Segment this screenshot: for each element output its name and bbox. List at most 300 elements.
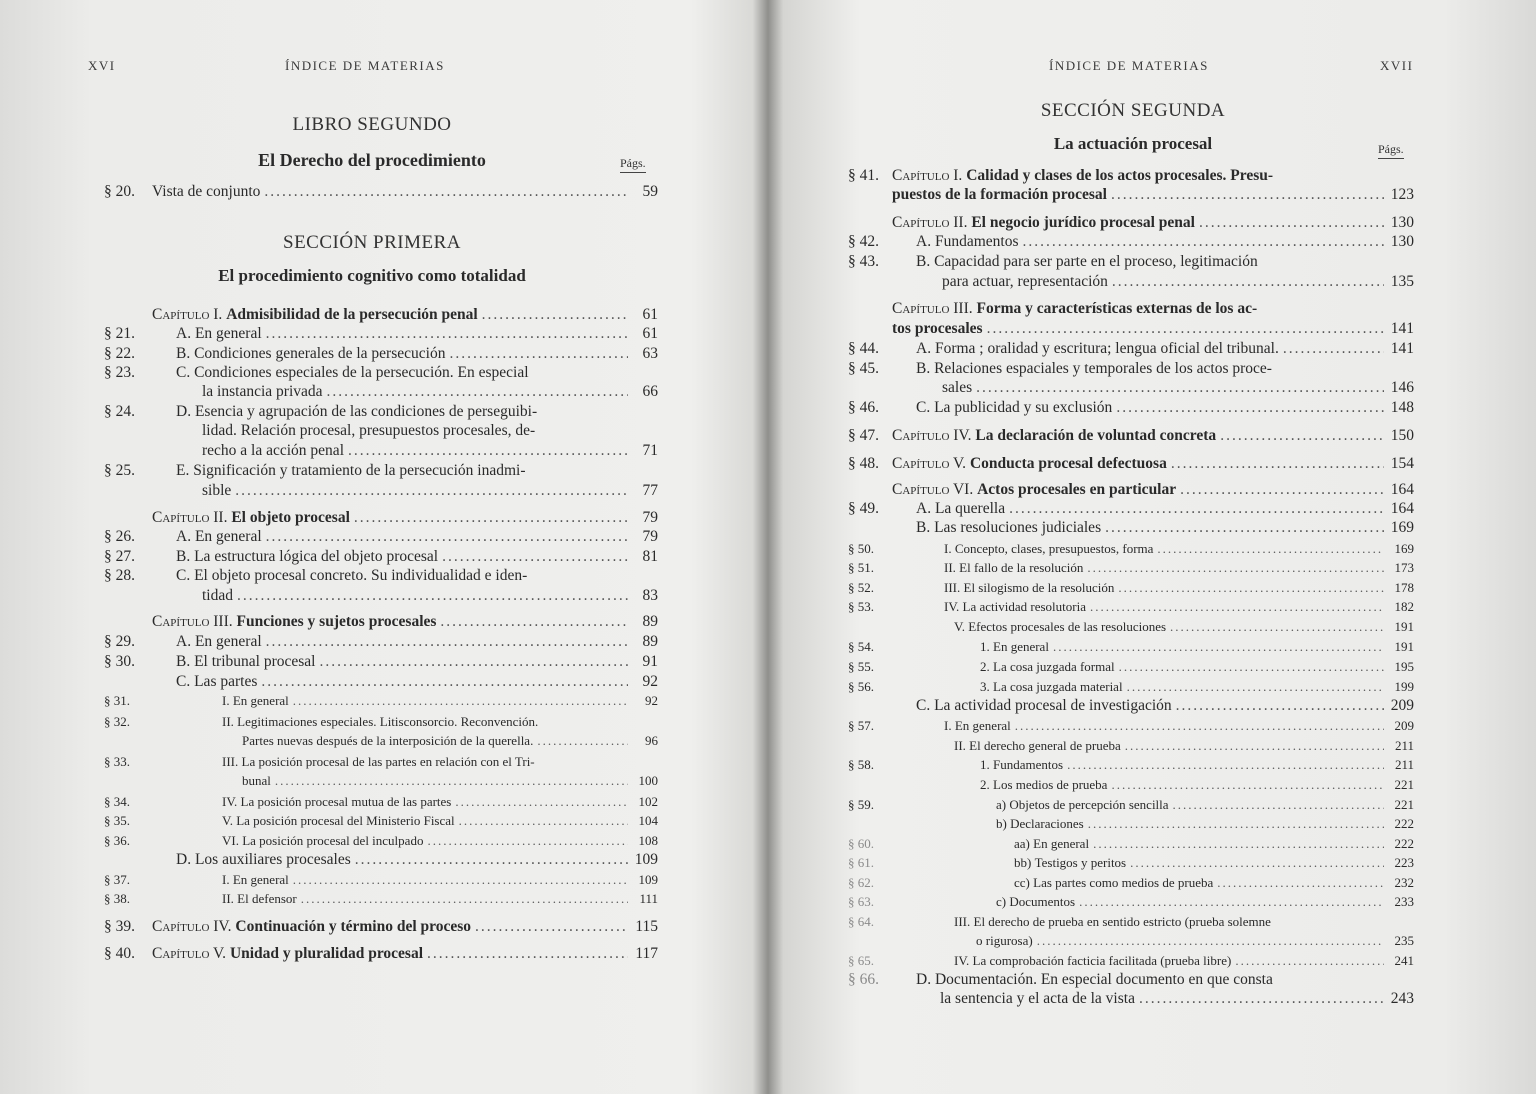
section-number: § 29. [104, 633, 135, 650]
entry-title: Forma y características externas de los ac- [976, 300, 1258, 317]
leader-dots [235, 481, 628, 501]
entry-title: La declaración de voluntad concreta [975, 427, 1217, 444]
page-ref: 79 [642, 509, 658, 526]
toc-entry [104, 305, 658, 325]
right-page [768, 0, 1536, 1094]
entry-title: La estructura lógica del objeto procesal [194, 548, 439, 565]
leader-dots [301, 889, 628, 909]
page-ref: 182 [1394, 599, 1414, 614]
entry-title: Documentos [1009, 894, 1076, 909]
entry-title: Fundamentos [993, 757, 1064, 772]
leader-dots [459, 811, 628, 831]
toc-entry [848, 951, 1414, 971]
leader-dots [1171, 454, 1384, 474]
leader-dots [266, 632, 628, 652]
page-ref: 243 [1390, 990, 1414, 1007]
toc-entry [848, 834, 1414, 854]
page-ref: 233 [1394, 894, 1414, 909]
entry-title: La cosa juzgada formal [993, 659, 1115, 674]
toc-entry [104, 712, 658, 732]
page-ref: 79 [642, 528, 658, 545]
section-number: § 31. [104, 693, 130, 708]
entry-title: En general [194, 325, 262, 342]
page-ref: 61 [642, 325, 658, 342]
toc-entry [848, 597, 1414, 617]
toc-entry [848, 272, 1414, 292]
toc-entry [104, 850, 658, 870]
section-number: § 30. [104, 653, 135, 670]
entry-title: la instancia privada [202, 383, 323, 400]
entry-label: B. [176, 548, 195, 565]
leader-dots [275, 771, 628, 791]
page-ref: 199 [1394, 679, 1414, 694]
leader-dots [264, 182, 628, 202]
entry-title: El tribunal procesal [194, 653, 316, 670]
entry-title: La querella [934, 500, 1006, 517]
toc-entry [848, 378, 1414, 398]
entry-title: El derecho general de prueba [969, 738, 1121, 753]
toc-entry [848, 578, 1414, 598]
running-head: ÍNDICE DE MATERIAS [285, 58, 445, 73]
page-ref: 211 [1394, 757, 1414, 772]
entry-label: A. [916, 340, 935, 357]
entry-title: En general [194, 528, 262, 545]
page-ref: 209 [1394, 718, 1414, 733]
page-ref: 89 [642, 633, 658, 650]
page-number: XVI [88, 58, 116, 73]
entry-title: Capacidad para ser parte en el proceso, legitimación [934, 253, 1258, 270]
leader-dots [1079, 892, 1384, 912]
leader-dots [1088, 814, 1384, 834]
toc-entry [104, 917, 658, 937]
page-ref: 221 [1394, 797, 1414, 812]
leader-dots [327, 382, 628, 402]
section-number: § 53. [848, 599, 874, 614]
entry-title: o rigurosa) [976, 933, 1033, 948]
page-ref: 191 [1394, 639, 1414, 654]
toc-entry [104, 792, 658, 812]
page-ref: 96 [645, 733, 658, 748]
entry-label: IV. [954, 953, 973, 968]
pags-label: Págs. [1378, 142, 1404, 159]
page-ref: 209 [1390, 697, 1414, 714]
toc-entry [848, 657, 1414, 677]
toc-entry [848, 677, 1414, 697]
section-number: § 46. [848, 399, 879, 416]
entry-label: VI. [222, 833, 243, 848]
toc-entry [848, 912, 1414, 932]
section-number: § 57. [848, 718, 874, 733]
entry-label: C. [176, 567, 195, 584]
entry-title: Esencia y agrupación de las condiciones de perseguibi- [194, 403, 538, 420]
entry-label: A. [176, 633, 195, 650]
entry-title: El derecho de prueba en sentido estricto (prueba solemne [973, 914, 1271, 929]
toc-entry [848, 892, 1414, 912]
entry-label: Capítulo VI. [892, 481, 978, 498]
section-number: § 64. [848, 914, 874, 929]
toc-entry [848, 696, 1414, 716]
entry-label: Capítulo V. [152, 945, 230, 962]
entry-label: C. [176, 364, 195, 381]
entry-title: El defensor [237, 891, 297, 906]
leader-dots [449, 344, 628, 364]
entry-label: D. [916, 971, 935, 988]
leader-dots [1116, 398, 1384, 418]
toc-entry [104, 944, 658, 964]
section-number: § 23. [104, 364, 135, 381]
page-ref: 108 [638, 833, 658, 848]
entry-title: para actuar, representación [942, 273, 1108, 290]
entry-title: tidad [202, 587, 233, 604]
leader-dots [237, 586, 628, 606]
entry-label: Capítulo III. [892, 300, 977, 317]
entry-title: la sentencia y el acta de la vista [940, 990, 1135, 1007]
toc-entry [848, 873, 1414, 893]
section-number: § 61. [848, 855, 874, 870]
leader-dots [1217, 873, 1384, 893]
entry-title: En general [232, 693, 289, 708]
leader-dots [266, 527, 628, 547]
section-number: § 35. [104, 813, 130, 828]
page-ref: 141 [1390, 340, 1414, 357]
leader-dots [1015, 716, 1384, 736]
entry-title: sible [202, 482, 232, 499]
entry-title: sales [942, 379, 973, 396]
entry-title: El objeto procesal [231, 509, 350, 526]
entry-label: b) [996, 816, 1011, 831]
page-ref: 117 [635, 945, 658, 962]
entry-title: Calidad y clases de los actos procesales. Presu- [966, 167, 1274, 184]
entry-title: Actos procesales en particular [977, 481, 1177, 498]
entry-title: lidad. Relación procesal, presupuestos procesales, de- [202, 422, 536, 439]
entry-title: Admisibilidad de la persecución penal [226, 306, 478, 323]
leader-dots [475, 917, 628, 937]
page-ref: 77 [642, 482, 658, 499]
page-ref: 148 [1390, 399, 1414, 416]
leader-dots [1119, 657, 1384, 677]
entry-label: 1. [980, 639, 993, 654]
page-ref: 71 [642, 442, 658, 459]
entry-title: puestos de la formación procesal [892, 186, 1107, 203]
entry-title: Los auxiliares procesales [194, 851, 351, 868]
entry-title: La posición procesal del inculpado [242, 833, 424, 848]
entry-label: Capítulo I. [152, 306, 227, 323]
entry-label: V. [954, 619, 969, 634]
section-number: § 45. [848, 360, 879, 377]
entry-title: La actividad resolutoria [962, 599, 1086, 614]
section-number: § 65. [848, 953, 874, 968]
entry-title: El silogismo de la resolución [963, 580, 1115, 595]
toc-entry [848, 339, 1414, 359]
page-number: XVII [1380, 58, 1414, 73]
toc-entry [104, 632, 658, 652]
leader-dots [354, 508, 628, 528]
page-ref: 92 [642, 673, 658, 690]
entry-label: II. [944, 560, 960, 575]
page-ref: 222 [1394, 816, 1414, 831]
section-subtitle: La actuación procesal [1053, 134, 1213, 153]
entry-label: Capítulo III. [152, 613, 237, 630]
section-number: § 66. [848, 971, 879, 988]
entry-title: Las partes como medios de prueba [1033, 875, 1214, 890]
page-ref: 81 [642, 548, 658, 565]
toc-entry [848, 853, 1414, 873]
leader-dots [1067, 755, 1384, 775]
page-ref: 235 [1394, 933, 1414, 948]
leader-dots [1180, 480, 1384, 500]
page-ref: 169 [1390, 519, 1414, 536]
section-number: § 40. [104, 945, 135, 962]
entry-label: Capítulo I. [892, 167, 967, 184]
toc-entry [848, 319, 1414, 339]
entry-title: Las resoluciones judiciales [934, 519, 1102, 536]
entry-label: II. [222, 891, 238, 906]
section-number: § 41. [848, 167, 879, 184]
toc-entry [104, 672, 658, 692]
toc-entry [848, 213, 1414, 233]
section-number: § 38. [104, 891, 130, 906]
leader-dots [293, 691, 628, 711]
page-ref: 164 [1390, 481, 1414, 498]
entry-label: D. [176, 851, 195, 868]
book-title: LIBRO SEGUNDO [292, 114, 452, 135]
entry-label: IV. [944, 599, 963, 614]
entry-label: III. [222, 754, 242, 769]
entry-label: I. [222, 872, 233, 887]
entry-title: tos procesales [892, 320, 983, 337]
page-ref: 195 [1394, 659, 1414, 674]
leader-dots [1037, 931, 1384, 951]
section-number: § 42. [848, 233, 879, 250]
leader-dots [1157, 539, 1384, 559]
entry-label: I. [944, 541, 955, 556]
entry-title: Efectos procesales de las resoluciones [968, 619, 1167, 634]
page-ref: 89 [642, 613, 658, 630]
page-ref: 164 [1390, 500, 1414, 517]
entry-label: a) [996, 797, 1010, 812]
entry-title: La posición procesal del Ministerio Fiscal [236, 813, 455, 828]
leader-dots [987, 319, 1384, 339]
entry-title: Los medios de prueba [993, 777, 1108, 792]
toc-entry [848, 989, 1414, 1009]
entry-title: Vista de conjunto [152, 183, 261, 200]
toc-entry [104, 586, 658, 606]
entry-title: Declaraciones [1010, 816, 1084, 831]
page-ref: 146 [1390, 379, 1414, 396]
section-number: § 48. [848, 455, 879, 472]
toc-entry [848, 359, 1414, 379]
entry-label: Capítulo IV. [152, 918, 236, 935]
toc-entry [848, 775, 1414, 795]
entry-label: B. [916, 253, 935, 270]
page-ref: 102 [638, 794, 658, 809]
entry-title: La actividad procesal de investigación [934, 697, 1172, 714]
leader-dots [1170, 617, 1384, 637]
section-title: SECCIÓN SEGUNDA [1040, 100, 1226, 121]
section-number: § 27. [104, 548, 135, 565]
page-ref: 241 [1394, 953, 1414, 968]
section-number: § 55. [848, 659, 874, 674]
page-ref: 173 [1394, 560, 1414, 575]
entry-label: C. [916, 697, 935, 714]
page-ref: 123 [1390, 186, 1414, 203]
entry-label: B. [176, 345, 195, 362]
section-number: § 63. [848, 894, 874, 909]
leader-dots [1093, 834, 1384, 854]
toc-entry [848, 166, 1414, 186]
entry-title: Partes nuevas después de la interposición de la querella. [242, 733, 534, 748]
leader-dots [1220, 426, 1384, 446]
toc-entry [848, 454, 1414, 474]
section-number: § 33. [104, 754, 130, 769]
toc-entry [848, 637, 1414, 657]
toc-entry [104, 324, 658, 344]
toc-entry [848, 398, 1414, 418]
section-number: § 58. [848, 757, 874, 772]
page-ref: 150 [1390, 427, 1414, 444]
entry-label: Capítulo V. [892, 455, 970, 472]
section-number: § 28. [104, 567, 135, 584]
section-number: § 47. [848, 427, 879, 444]
page-ref: 83 [642, 587, 658, 604]
section-number: § 20. [104, 183, 135, 200]
section-number: § 59. [848, 797, 874, 812]
leader-dots [293, 870, 628, 890]
entry-label: Capítulo II. [152, 509, 232, 526]
section-number: § 32. [104, 714, 130, 729]
toc-entry [104, 612, 658, 632]
section-title: SECCIÓN PRIMERA [283, 232, 461, 253]
toc-entry [104, 421, 658, 441]
page-ref: 130 [1390, 214, 1414, 231]
leader-dots [261, 672, 628, 692]
leader-dots [427, 944, 628, 964]
leader-dots [1176, 696, 1384, 716]
page-ref: 222 [1394, 836, 1414, 851]
entry-label: cc) [1014, 875, 1034, 890]
entry-title: La posición procesal de las partes en relación con el Tri- [241, 754, 535, 769]
running-head: ÍNDICE DE MATERIAS [1049, 58, 1209, 73]
toc-entry [848, 518, 1414, 538]
section-number: § 62. [848, 875, 874, 890]
entry-title: El objeto procesal concreto. Su individualidad e iden- [194, 567, 528, 584]
toc-entry [104, 752, 658, 772]
section-subtitle: El procedimiento cognitivo como totalidad [218, 266, 526, 285]
section-number: § 44. [848, 340, 879, 357]
toc-entry [104, 771, 658, 791]
entry-title: La cosa juzgada material [993, 679, 1123, 694]
section-number: § 51. [848, 560, 874, 575]
toc-entry [104, 402, 658, 422]
page-ref: 135 [1390, 273, 1414, 290]
page-ref: 221 [1394, 777, 1414, 792]
toc-entry [848, 970, 1414, 990]
entry-title: Documentación. En especial documento en que consta [934, 971, 1273, 988]
entry-label: IV. [222, 794, 241, 809]
entry-title: recho a la acción penal [202, 442, 344, 459]
page-ref: 59 [642, 183, 658, 200]
toc-entry [848, 185, 1414, 205]
toc-entry [104, 811, 658, 831]
entry-title: En general [954, 718, 1011, 733]
section-number: § 25. [104, 462, 135, 479]
page-ref: 109 [634, 851, 658, 868]
toc-entry [104, 527, 658, 547]
section-number: § 22. [104, 345, 135, 362]
leader-dots [537, 731, 628, 751]
entry-label: B. [916, 519, 935, 536]
section-number: § 43. [848, 253, 879, 270]
page-ref: 104 [638, 813, 658, 828]
entry-title: Funciones y sujetos procesales [236, 613, 437, 630]
leader-dots [455, 792, 628, 812]
leader-dots [1090, 597, 1384, 617]
entry-title: Testigos y peritos [1034, 855, 1127, 870]
entry-label: Capítulo II. [892, 214, 972, 231]
entry-label: A. [916, 233, 935, 250]
entry-title: En general [1033, 836, 1090, 851]
entry-title: Condiciones especiales de la persecución. En especial [194, 364, 529, 381]
toc-entry [104, 566, 658, 586]
entry-title: Objetos de percepción sencilla [1009, 797, 1169, 812]
page-ref: 130 [1390, 233, 1414, 250]
entry-label: 2. [980, 659, 993, 674]
toc-entry [104, 547, 658, 567]
section-number: § 49. [848, 500, 879, 517]
entry-label: c) [996, 894, 1010, 909]
entry-title: Las partes [194, 673, 258, 690]
entry-label: Capítulo IV. [892, 427, 976, 444]
entry-label: bb) [1014, 855, 1035, 870]
entry-title: El negocio jurídico procesal penal [971, 214, 1195, 231]
page-ref: 63 [642, 345, 658, 362]
leader-dots [1199, 213, 1384, 233]
entry-title: La publicidad y su exclusión [934, 399, 1113, 416]
leader-dots [1112, 272, 1384, 292]
entry-label: A. [916, 500, 935, 517]
section-number: § 56. [848, 679, 874, 694]
page-ref: 111 [639, 891, 658, 906]
entry-label: A. [176, 325, 195, 342]
leader-dots [1009, 499, 1384, 519]
entry-title: Concepto, clases, presupuestos, forma [954, 541, 1154, 556]
leader-dots [427, 831, 628, 851]
leader-dots [1125, 736, 1384, 756]
page-ref: 92 [645, 693, 658, 708]
leader-dots [1173, 795, 1384, 815]
entry-label: III. [944, 580, 964, 595]
entry-label: V. [222, 813, 237, 828]
leader-dots [1118, 578, 1384, 598]
leader-dots [1111, 775, 1384, 795]
leader-dots [1139, 989, 1384, 1009]
page-ref: 66 [642, 383, 658, 400]
toc-entry [104, 831, 658, 851]
toc-entry [104, 461, 658, 481]
toc-entry [848, 299, 1414, 319]
leader-dots [440, 612, 628, 632]
toc-entry [848, 232, 1414, 252]
toc-entry [848, 539, 1414, 559]
section-number: § 39. [104, 918, 135, 935]
toc-entry [848, 480, 1414, 500]
toc-entry [848, 558, 1414, 578]
leader-dots [1130, 853, 1384, 873]
leader-dots [1235, 951, 1384, 971]
toc-entry [104, 363, 658, 383]
toc-entry [104, 731, 658, 751]
entry-title: bunal [242, 773, 271, 788]
